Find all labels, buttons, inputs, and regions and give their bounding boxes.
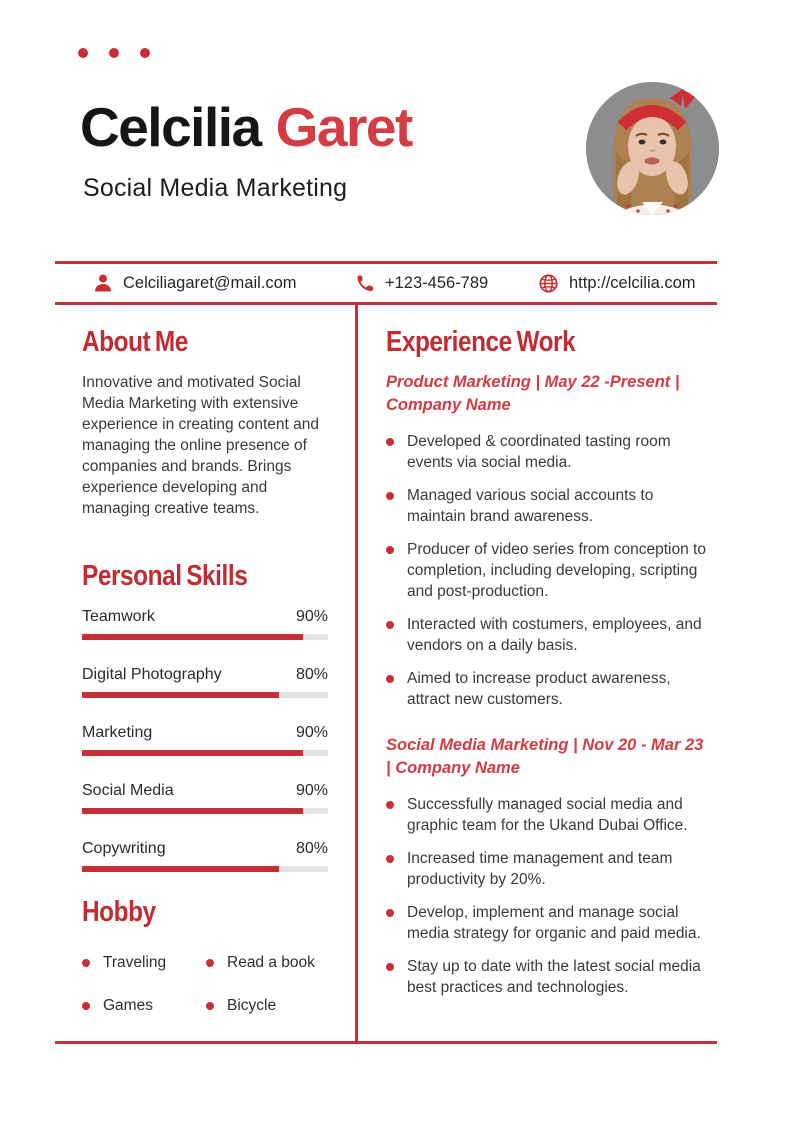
decor-dots [78,48,150,58]
skill-label: Teamwork [82,608,155,625]
job-bullet [386,794,712,836]
job-bullet [386,614,712,656]
hobby-title: Hobby [82,896,156,928]
job-bullet [386,956,712,998]
job-entry [386,371,712,710]
bullet-icon [386,492,394,500]
bullet-icon [206,1002,214,1010]
about-title: About Me [82,326,188,358]
name-last: Garet [275,96,412,158]
hobby-item [82,997,206,1015]
skills-title: Personal Skills [82,560,248,592]
skill-row [82,666,328,698]
job-bullet [386,848,712,890]
skill-percent: 90% [295,608,328,625]
job-bullet-text: Managed various social accounts to maintain brand awareness. [407,487,654,525]
contact-phone[interactable] [355,264,488,302]
bullet-icon [82,959,90,967]
job-bullet-text: Increased time management and team productivity by 20%. [407,850,673,888]
bullet-icon [386,909,394,917]
bottom-rule [55,1041,717,1044]
experience-title: Experience Work [386,326,576,358]
skill-row-header [82,782,328,800]
skills-list [82,608,328,872]
skills-section [82,560,328,898]
contact-email-text: Celciliagaret@mail.com [123,273,297,292]
decor-dot [140,48,150,58]
skill-bar-fill [82,634,303,640]
hobby-item [206,997,342,1015]
contact-phone-text: +123-456-789 [385,273,489,292]
skill-bar-fill [82,692,279,698]
skill-row-header [82,724,328,742]
skill-bar-track [82,692,328,698]
skill-label: Copywriting [82,840,166,857]
bullet-icon [386,546,394,554]
hobby-item [82,954,206,972]
skill-bar-fill [82,808,303,814]
hobby-label: Games [103,997,153,1014]
jobs-list [386,371,712,998]
job-subtitle: Product Marketing | May 22 -Present | Company Name [386,373,680,414]
globe-icon [538,273,559,294]
hobby-label: Bicycle [227,997,277,1014]
experience-section [386,326,712,1010]
bullet-icon [82,1002,90,1010]
skill-label: Marketing [82,724,153,741]
skill-percent: 80% [295,840,328,857]
bullet-icon [386,855,394,863]
decor-dot [109,48,119,58]
bullet-icon [386,675,394,683]
bullet-icon [386,438,394,446]
bullet-icon [386,801,394,809]
job-subtitle: Social Media Marketing | Nov 20 - Mar 23 | Company Name [386,736,704,777]
job-bullet-text: Interacted with costumers, employees, and vendors on a daily basis. [407,616,702,654]
job-bullet-text: Develop, implement and manage social media strategy for organic and paid media. [407,904,701,942]
hobby-section [82,896,342,1015]
phone-icon [355,273,375,293]
job-title: Social Media Marketing [83,174,348,202]
contact-email[interactable] [93,264,297,302]
decor-dot [78,48,88,58]
skill-row [82,608,328,640]
hobby-label: Traveling [103,954,167,971]
name-first: Celcilia [80,96,261,158]
skill-label: Social Media [82,782,174,799]
job-bullet [386,539,712,602]
job-bullet-text: Producer of video series from conception to completion, including developing, scripting and post-production. [407,541,706,600]
skill-row-header [82,666,328,684]
job-bullet-list [386,431,712,710]
job-entry [386,734,712,998]
hobby-list [82,954,342,1015]
about-text: Innovative and motivated Social Media Marketing with extensive experience in creating content and managing the online presence of companies and brands. Brings experience developing and managing creative teams. [82,374,319,517]
person-icon [93,273,113,293]
skill-bar-fill [82,750,303,756]
contact-website[interactable] [538,264,696,302]
skill-row [82,724,328,756]
skill-label: Digital Photography [82,666,222,683]
profile-photo [586,82,719,215]
skill-row [82,782,328,814]
bullet-icon [386,963,394,971]
job-bullet [386,485,712,527]
portrait-illustration [586,82,719,215]
skill-row [82,840,328,872]
job-bullet-text: Stay up to date with the latest social media best practices and technologies. [407,958,701,996]
job-bullet-text: Developed & coordinated tasting room events via social media. [407,433,671,471]
hobby-item [206,954,342,972]
skill-percent: 90% [295,724,328,741]
job-bullet-list [386,794,712,998]
page-title [80,97,412,158]
skill-bar-fill [82,866,279,872]
skill-row-header [82,608,328,626]
skill-row-header [82,840,328,858]
job-bullet [386,431,712,473]
job-bullet-text: Successfully managed social media and graphic team for the Ukand Dubai Office. [407,796,688,834]
skill-bar-track [82,750,328,756]
job-bullet [386,902,712,944]
skill-percent: 80% [295,666,328,683]
skill-bar-track [82,634,328,640]
contact-bar [55,261,717,305]
about-section [82,326,328,519]
bullet-icon [386,621,394,629]
skill-bar-track [82,808,328,814]
skill-bar-track [82,866,328,872]
skill-percent: 90% [295,782,328,799]
job-bullet [386,668,712,710]
column-divider [355,305,358,1043]
bullet-icon [206,959,214,967]
job-bullet-text: Aimed to increase product awareness, attract new customers. [407,670,671,708]
hobby-label: Read a book [227,954,315,971]
contact-website-text: http://celcilia.com [569,273,696,292]
